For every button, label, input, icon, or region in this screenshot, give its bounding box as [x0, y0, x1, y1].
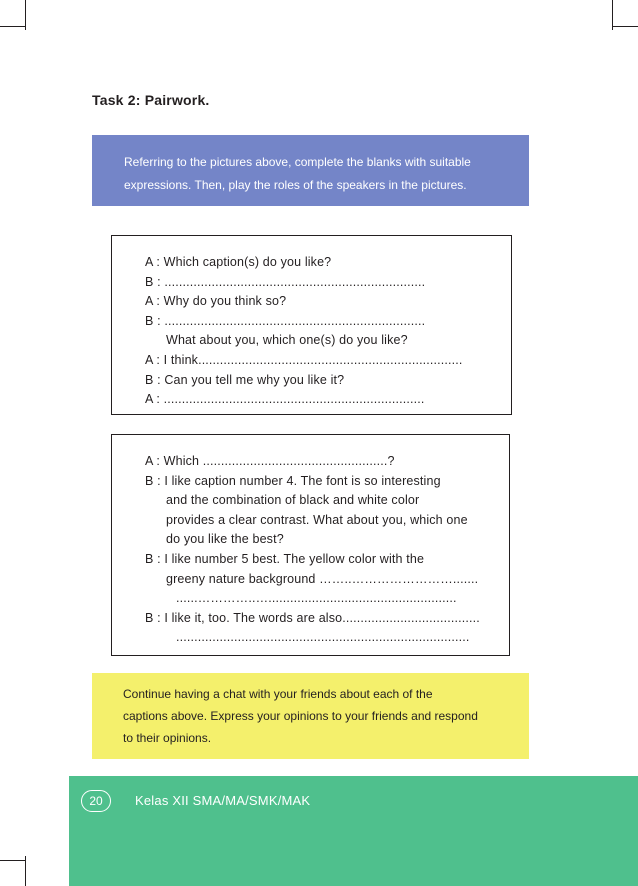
dialog-line: B : ........................................................................: [145, 313, 426, 328]
dialog-line: A : Why do you think so?: [145, 294, 287, 309]
dialog-line: B : ........................................................................: [145, 274, 426, 289]
dialog-line: A : Which caption(s) do you like?: [145, 255, 332, 269]
dialog-line: B : Can you tell me why you like it?: [145, 372, 345, 387]
crop-mark: [0, 860, 26, 861]
crop-mark: [612, 26, 638, 27]
continue-line: captions above. Express your opinions to your friends and respond: [123, 709, 478, 723]
dialog-line: B : I like it, too. The words are also......................................: [145, 610, 480, 625]
dialog-line: greeny nature background ……..…………………….......: [166, 571, 479, 586]
dialog-line: B : I like number 5 best. The yellow color with the: [145, 551, 425, 566]
instruction-line: Referring to the pictures above, complete the blanks with suitable: [124, 155, 471, 169]
continue-line: to their opinions.: [123, 731, 212, 745]
instruction-line: expressions. Then, play the roles of the speakers in the pictures.: [124, 178, 467, 192]
instruction-box: [92, 135, 529, 206]
task-title: Task 2: Pairwork.: [92, 92, 210, 108]
dialog-line: and the combination of black and white color: [166, 493, 420, 508]
continue-instruction-box: [92, 673, 529, 759]
page-footer: [69, 776, 638, 886]
dialog-line: B : I like caption number 4. The font is so interesting: [145, 473, 441, 488]
dialog-line: A : Which ...................................................?: [145, 454, 395, 468]
dialog-line: A : I think.........................................................................: [145, 352, 463, 367]
dialog-line: What about you, which one(s) do you like?: [166, 333, 408, 348]
dialog-box-1: [111, 235, 512, 415]
crop-mark: [0, 26, 26, 27]
dialog-line: provides a clear contrast. What about you, which one: [166, 512, 468, 527]
dialog-line: A : ........................................................................: [145, 392, 425, 407]
dialog-line: ......…………..…....................................................: [176, 591, 457, 606]
dialog-box-2: [111, 434, 510, 656]
continue-line: Continue having a chat with your friends about each of the: [123, 687, 433, 701]
page-number: 20: [81, 790, 111, 812]
book-title: Kelas XII SMA/MA/SMK/MAK: [135, 793, 311, 808]
dialog-line: .................................................................................: [176, 630, 470, 645]
dialog-line: do you like the best?: [166, 532, 284, 547]
